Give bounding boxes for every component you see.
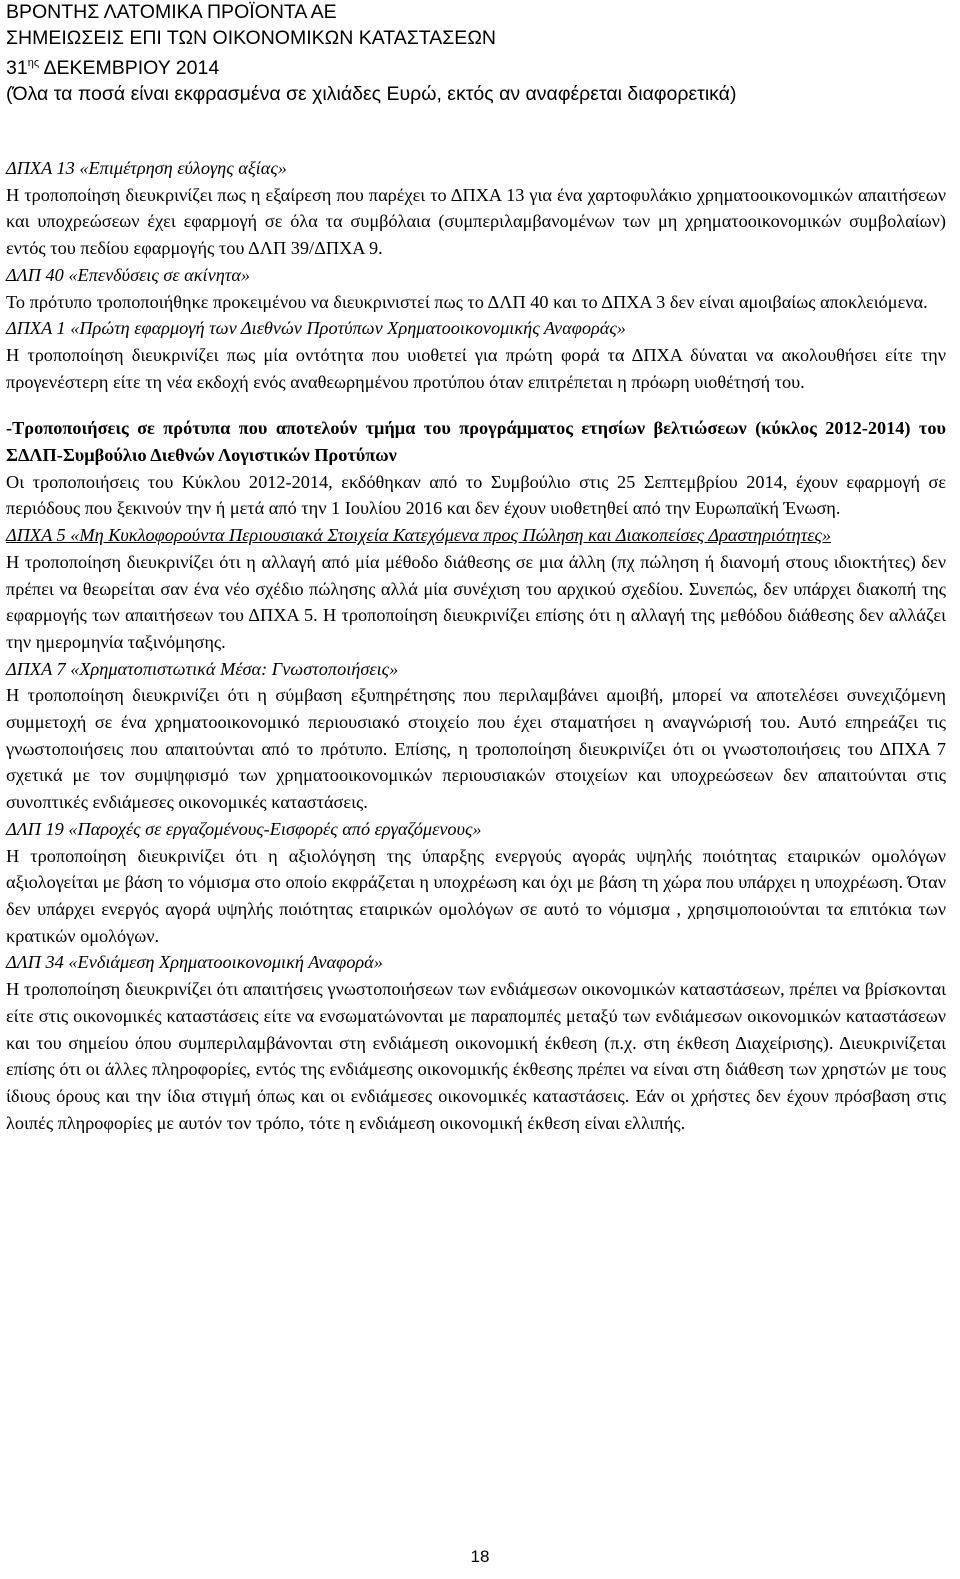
amendments-intro: Οι τροποποιήσεις του Κύκλου 2012-2014, εκδόθηκαν από το Συμβούλιο στις 25 Σεπτεμβρίου 2014, έχουν εφαρμογή σε περιόδους που ξεκινούν την ή μετά από την 1 Ιουλίου 2016 και δεν έχουν υιοθετηθεί από την Ευρωπαϊκή Ένωση. [6,471,946,519]
company-name: ΒΡΟΝΤΗΣ ΛΑΤΟΜΙΚΑ ΠΡΟΪΟΝΤΑ ΑΕ [6,1,337,23]
section-gap [6,395,946,415]
section-title-ias40: ΔΛΠ 40 «Επενδύσεις σε ακίνητα» [6,264,251,285]
currency-note: (Όλα τα ποσά είναι εκφρασμένα σε χιλιάδες Ευρώ, εκτός αν αναφέρεται διαφορετικά) [6,82,737,105]
section-body-ifrs7: Η τροποποίηση διευκρινίζει ότι η σύμβαση εξυπηρέτησης που περιλαμβάνει αμοιβή, μπορεί να αποτελέσει συνεχιζόμενη συμμετοχή σε ένα χρηματοοικονομικό περιουσιακό στοιχείο που έχει σταματήσει η αναγνώρισή του. Αυτό επηρεάζει τις γνωστοποιήσεις που απαιτούνται από το πρότυπο. Επίσης, η τροποποίηση διευκρινίζει ότι οι γνωστοποιήσεις του ΔΠΧΑ 7 σχετικά με τον συμψηφισμό των χρηματοοικονομικών περιουσιακών στοιχείων και υποχρεώσεων δεν απαιτούνται στις συνοπτικές ενδιάμεσες οικονομικές καταστάσεις. [6,685,946,813]
section-title-ifrs13: ΔΠΧΑ 13 «Επιμέτρηση εύλογης αξίας» [6,158,287,178]
amendments-heading: -Τροποποιήσεις σε πρότυπα που αποτελούν τμήμα του προγράμματος ετησίων βελτιώσεων (κύκλος 2012-2014) του ΣΔΛΠ-Συμβούλιο Διεθνών Λογιστικών Προτύπων [6,418,946,466]
section-body-ias34: Η τροποποίηση διευκρινίζει ότι απαιτήσεις γνωστοποιήσεων των ενδιάμεσων οικονομικών καταστάσεων, πρέπει να βρίσκονται είτε στις οικονομικές καταστάσεις είτε να ενσωματώνονται με παραπομπές μεταξύ των ενδιάμεσων οικονομικών καταστάσεων και του σημείου όπου συμπεριλαμβάνονται στη ενδιάμεση οικονομική έκθεση (π.χ. στη έκθεση Διαχείρισης). Διευκρινίζεται επίσης ότι οι άλλες πληροφορίες, εντός της ενδιάμεσης οικονομικής έκθεσης πρέπει να είναι στη διάθεση των χρηστών με τους ίδιους όρους και την ίδια στιγμή όπως και οι ενδιάμεσες οικονομικές καταστάσεις. Εάν οι χρήστες δεν έχουν πρόσβαση στις λοιπές πληροφορίες με αυτόν τον τρόπο, τότε η ενδιάμεση οικονομική έκθεση είναι ελλιπής. [6,979,946,1133]
section-title-ifrs7: ΔΠΧΑ 7 «Χρηματοπιστωτικά Μέσα: Γνωστοποιήσεις» [6,658,399,679]
section-body-ifrs5: Η τροποποίηση διευκρινίζει ότι η αλλαγή από μία μέθοδο διάθεσης σε μια άλλη (πχ πώληση ή διανομή στους ιδιοκτήτες) δεν πρέπει να θεωρείται σαν ένα νέο σχέδιο πώλησης αλλά μία συνέχιση του αρχικού σχεδίου. Συνεπώς, δεν υπάρχει διακοπή της εφαρμογής των απαιτήσεων του ΔΠΧΑ 5. Η τροποποίηση διευκρινίζει επίσης ότι η αλλαγή της μεθόδου διάθεσης δεν αλλάζει την ημερομηνία ταξινόμησης. [6,551,946,652]
section-title-ias19: ΔΛΠ 19 «Παροχές σε εργαζομένους-Εισφορές από εργαζόμενους» [6,818,482,839]
section-body-ifrs1: Η τροποποίηση διευκρινίζει πως μία οντότητα που υιοθετεί για πρώτη φορά τα ΔΠΧΑ δύναται να ακολουθήσει είτε την προγενέστερη είτε τη νέα εκδοχή ενός αναθεωρημένου προτύπου όταν επιτρέπεται η πρόωρη υιοθέτησή του. [6,344,946,392]
report-date [6,51,946,82]
report-date-day: 31 [6,57,28,79]
document-body [6,155,946,1136]
report-date-month-year: ΔΕΚΕΜΒΡΙΟΥ 2014 [39,57,220,79]
section-body-ifrs13: Η τροποποίηση διευκρινίζει πως η εξαίρεση που παρέχει το ΔΠΧΑ 13 για ένα χαρτοφυλάκιο χρηματοοικονομικών απαιτήσεων και υποχρεώσεων έχει εφαρμογή σε όλα τα συμβόλαια (συμπεριλαμβανομένων των μη χρηματοοικονομικών συμβολαίων) εντός του πεδίου εφαρμογής του ΔΛΠ 39/ΔΠΧΑ 9. [6,184,946,259]
section-title-ifrs1: ΔΠΧΑ 1 «Πρώτη εφαρμογή των Διεθνών Προτύπων Χρηματοοικονομικής Αναφοράς» [6,318,626,339]
section-title-ifrs5: ΔΠΧΑ 5 «Μη Κυκλοφορούντα Περιουσιακά Στοιχεία Κατεχόμενα προς Πώληση και Διακοπείσες Δραστηριότητες» [6,525,832,546]
page-header [6,0,946,107]
section-body-ias19: Η τροποποίηση διευκρινίζει ότι η αξιολόγηση της ύπαρξης ενεργούς αγοράς υψηλής ποιότητας εταιρικών ομολόγων αξιολογείται με βάση το νόμισμα στο οποίο εκφράζεται η υποχρέωση και όχι με βάση τη χώρα που υπάρχει η υποχρέωση. Όταν δεν υπάρχει ενεργός αγορά υψηλής ποιότητας εταιρικών ομολόγων σε αυτό το νόμισμα , χρησιμοποιούνται τα επιτόκια των κρατικών ομολόγων. [6,845,946,946]
page-number: 18 [470,1547,490,1566]
section-body-ias40: Το πρότυπο τροποποιήθηκε προκειμένου να διευκρινιστεί πως το ΔΛΠ 40 και το ΔΠΧΑ 3 δεν είναι αμοιβαίως αποκλειόμενα. [6,291,928,312]
document-title: ΣΗΜΕΙΩΣΕΙΣ ΕΠΙ ΤΩΝ ΟΙΚΟΝΟΜΙΚΩΝ ΚΑΤΑΣΤΑΣΕΩΝ [6,26,496,49]
section-title-ias34: ΔΛΠ 34 «Ενδιάμεση Χρηματοοικονομική Αναφορά» [6,952,383,973]
report-date-ordinal: ης [27,57,40,69]
